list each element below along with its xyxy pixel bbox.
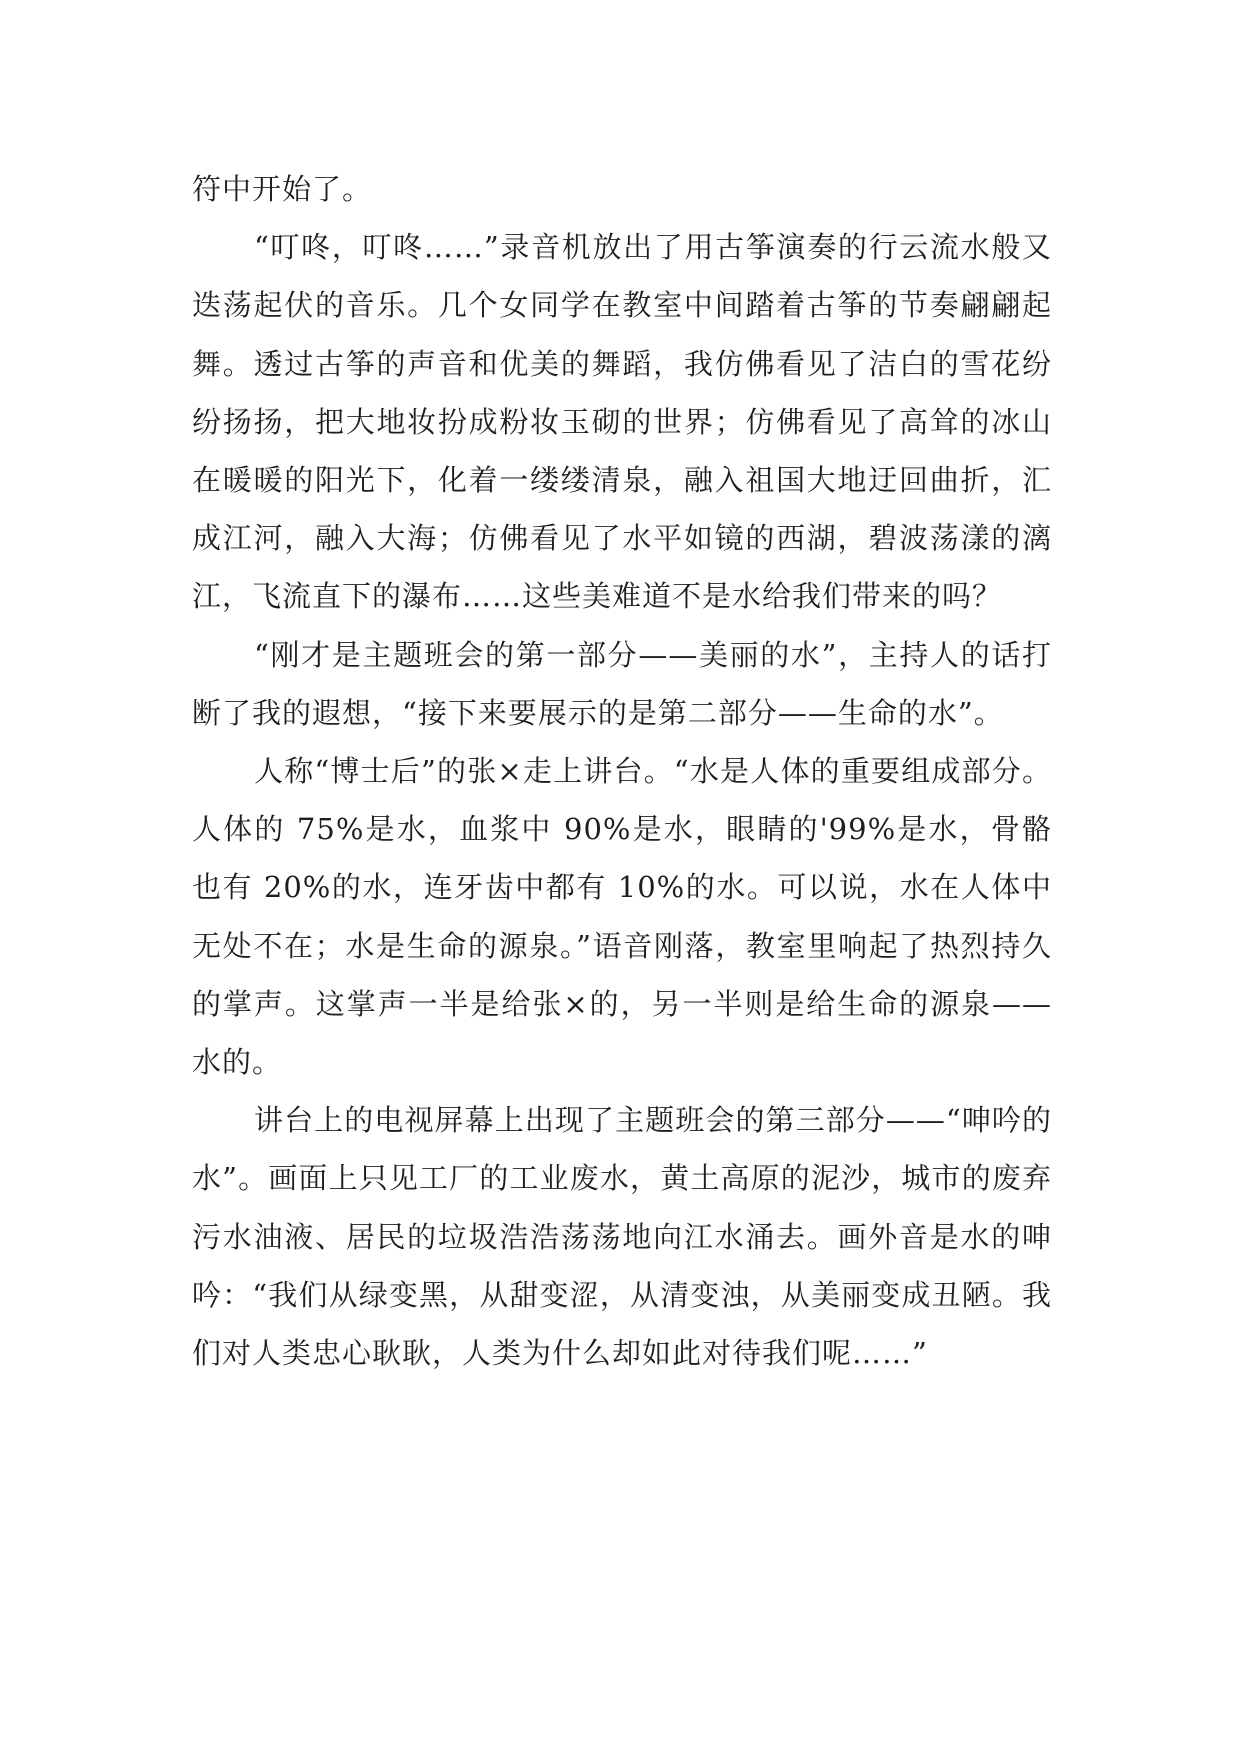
paragraph-host-transition: “刚才是主题班会的第一部分——美丽的水”，主持人的话打断了我的遐想，“接下来要展示的是第二部分——生命的水”。 [192, 637, 1052, 730]
paragraph-moaning-water: 讲台上的电视屏幕上出现了主题班会的第三部分——“呻吟的水”。画面上只见工厂的工业废水，黄土高原的泥沙，城市的废弃污水油液、居民的垃圾浩浩荡荡地向江水涌去。画外音是水的呻吟：“我们从绿变黑，从甜变涩，从清变浊，从美丽变成丑陋。我们对人类忠心耿耿，人类为什么却如此对待我们呢……” [192, 1103, 1052, 1371]
paragraph-continuation: 符中开始了。 [192, 172, 373, 206]
paragraph-beautiful-water: “叮咚，叮咚……”录音机放出了用古筝演奏的行云流水般又迭荡起伏的音乐。几个女同学在教室中间踏着古筝的节奏翩翩起舞。透过古筝的声音和优美的舞蹈，我仿佛看见了洁白的雪花纷纷扬扬，把大地妆扮成粉妆玉砌的世界；仿佛看见了高耸的冰山在暖暖的阳光下，化着一缕缕清泉，融入祖国大地迂回曲折，汇成江河，融入大海；仿佛看见了水平如镜的西湖，碧波荡漾的漓江，飞流直下的瀑布……这些美难道不是水给我们带来的吗？ [192, 230, 1052, 614]
paragraph-water-of-life: 人称“博士后”的张×走上讲台。“水是人体的重要组成部分。人体的 75%是水，血浆中 90%是水，眼睛的'99%是水，骨骼也有 20%的水，连牙齿中都有 10%的水。可以说，水在人体中无处不在；水是生命的源泉。”语音刚落，教室里响起了热烈持久的掌声。这掌声一半是给张×的，另一半则是给生命的源泉——水的。 [192, 754, 1052, 1080]
document-body [192, 160, 1052, 1382]
